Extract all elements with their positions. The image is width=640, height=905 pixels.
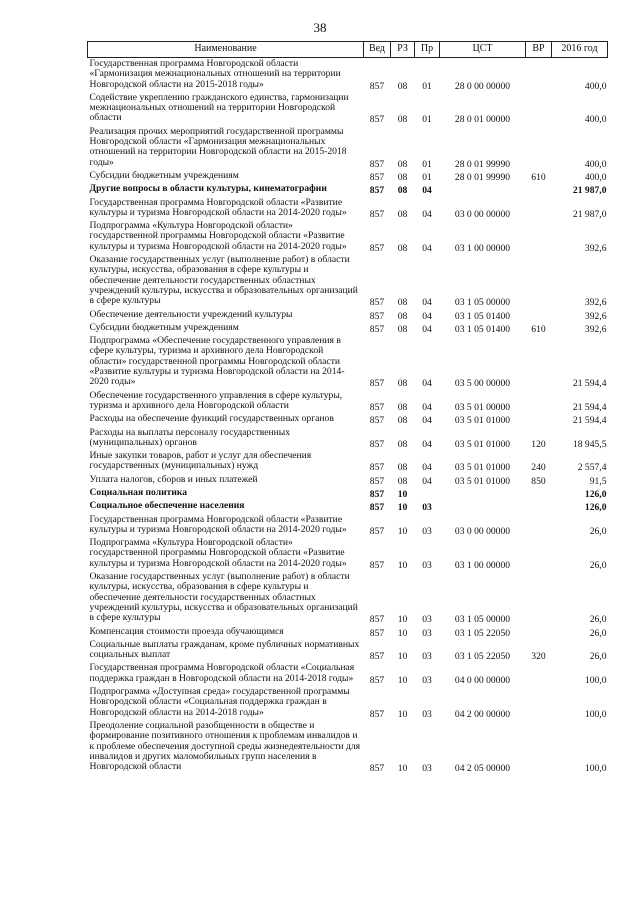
table-row <box>88 571 608 625</box>
cell-cst: 03 5 01 01000 <box>454 415 511 427</box>
cell-rz: 10 <box>397 559 408 571</box>
table-row <box>88 309 608 322</box>
cell-ved: 857 <box>369 158 385 170</box>
cell-name: Социальное обеспечение населения <box>89 500 245 512</box>
cell-rz: 08 <box>397 158 408 170</box>
cell-vr <box>526 183 552 196</box>
cell-ved: 857 <box>369 401 385 413</box>
table-row <box>88 639 608 663</box>
cell-rz: 08 <box>397 297 408 309</box>
cell-sum: 21 594,4 <box>572 415 607 427</box>
cell-ved: 857 <box>369 462 385 474</box>
cell-name: Расходы на обеспечение функций государственных органов <box>89 413 334 425</box>
cell-rz: 08 <box>397 401 408 413</box>
cell-rz: 10 <box>397 525 408 537</box>
cell-pr: 04 <box>422 310 432 322</box>
cell-name: Государственная программа Новгородской области «Развитие культуры и туризма Новгородской области на 2014-2020 годы» <box>89 196 347 218</box>
cell-sum: 100,0 <box>584 763 607 775</box>
cell-cst: 03 5 01 00000 <box>454 401 511 413</box>
cell-cst: 03 1 05 22050 <box>454 651 511 663</box>
cell-sum: 26,0 <box>589 525 607 537</box>
cell-cst: 03 1 00 00000 <box>454 559 511 571</box>
cell-ved: 857 <box>369 323 385 335</box>
cell-rz: 08 <box>397 323 408 335</box>
cell-name: Реализация прочих мероприятий государственной программы Новгородской области «Гармонизация межнациональных отношений на территории Новгородской области на 2015-2018 годы» <box>89 125 347 168</box>
cell-cst: 03 1 00 00000 <box>454 242 511 254</box>
cell-ved: 857 <box>369 502 385 514</box>
cell-vr <box>526 626 552 639</box>
cell-ved: 857 <box>369 488 385 500</box>
table-row <box>88 514 608 538</box>
cell-sum: 392,6 <box>584 242 607 254</box>
cell-ved: 857 <box>369 185 385 197</box>
cell-pr: 04 <box>422 208 432 220</box>
cell-vr <box>526 58 552 92</box>
cell-cst: 04 2 05 00000 <box>454 763 511 775</box>
cell-cst: 04 0 00 00000 <box>454 674 511 686</box>
cell-sum: 400,0 <box>584 114 607 126</box>
cell-name: Оказание государственных услуг (выполнение работ) в области культуры, искусства, образования в сфере культуры и обеспечение деятельности государственных областных учреждений культуры, искусства и образовательных организаций в сфере культуры <box>89 254 358 307</box>
cell-pr: 04 <box>422 438 432 450</box>
cell-sum: 392,6 <box>584 297 607 309</box>
table-row <box>88 170 608 183</box>
cell-sum: 21 594,4 <box>572 401 607 413</box>
cell-ved: 857 <box>369 627 385 639</box>
cell-ved: 857 <box>369 438 385 450</box>
cell-name: Иные закупки товаров, работ и услуг для обеспечения государственных (муниципальных) нужд <box>89 450 312 472</box>
cell-cst <box>440 183 526 196</box>
cell-vr <box>526 720 552 774</box>
cell-pr: 04 <box>422 462 432 474</box>
cell-vr <box>526 487 552 500</box>
cell-ved: 857 <box>369 763 385 775</box>
cell-vr: 320 <box>531 651 546 663</box>
cell-vr <box>526 390 552 414</box>
cell-sum: 21 987,0 <box>572 185 607 197</box>
cell-ved: 857 <box>369 415 385 427</box>
cell-sum: 18 945,5 <box>572 438 607 450</box>
table-row <box>88 427 608 451</box>
cell-vr <box>526 413 552 426</box>
cell-vr: 850 <box>531 475 546 487</box>
cell-vr <box>526 335 552 389</box>
cell-cst: 04 2 00 00000 <box>454 708 511 720</box>
table-row <box>88 220 608 254</box>
cell-pr: 03 <box>422 651 432 663</box>
cell-cst: 03 5 01 01000 <box>454 438 511 450</box>
cell-pr: 03 <box>422 674 432 686</box>
cell-ved: 857 <box>369 378 385 390</box>
page-number: 38 <box>313 20 327 35</box>
header-cst: ЦСТ <box>440 42 526 58</box>
cell-pr: 01 <box>422 171 432 183</box>
cell-vr <box>526 571 552 625</box>
table-row <box>88 413 608 426</box>
cell-vr <box>526 537 552 571</box>
cell-sum: 400,0 <box>584 158 607 170</box>
table-row <box>88 474 608 487</box>
cell-pr: 03 <box>422 627 432 639</box>
cell-name: Субсидии бюджетным учреждениям <box>89 169 239 181</box>
cell-cst: 28 0 00 00000 <box>454 80 511 92</box>
cell-rz: 08 <box>397 310 408 322</box>
header-pr: Пр <box>415 42 440 58</box>
cell-sum: 100,0 <box>584 708 607 720</box>
cell-sum: 26,0 <box>589 651 607 663</box>
cell-pr: 03 <box>422 525 432 537</box>
cell-sum: 21 987,0 <box>572 208 607 220</box>
table-row <box>88 487 608 500</box>
cell-vr <box>526 126 552 170</box>
cell-ved: 857 <box>369 208 385 220</box>
cell-sum: 21 594,4 <box>572 378 607 390</box>
table-row <box>88 450 608 474</box>
cell-pr: 01 <box>422 158 432 170</box>
cell-pr: 03 <box>422 559 432 571</box>
cell-name: Подпрограмма «Культура Новгородской области» государственной программы Новгородской области «Развитие культуры и туризма Новгородской области на 2014-2020 годы» <box>89 220 347 252</box>
cell-pr: 01 <box>422 114 432 126</box>
table-row <box>88 390 608 414</box>
budget-table <box>87 41 608 774</box>
table-row <box>88 686 608 720</box>
cell-ved: 857 <box>369 310 385 322</box>
cell-name: Подпрограмма «Доступная среда» государственной программы Новгородской области «Социальная поддержка граждан в Новгородской области на 2014-2018 годы» <box>89 686 350 718</box>
cell-cst: 03 1 05 22050 <box>454 627 511 639</box>
cell-cst <box>440 487 526 500</box>
table-row <box>88 58 608 92</box>
cell-rz: 08 <box>397 415 408 427</box>
table-body <box>88 58 608 775</box>
cell-rz: 10 <box>397 674 408 686</box>
table-row <box>88 335 608 389</box>
cell-cst: 03 5 01 01000 <box>454 475 511 487</box>
cell-pr <box>415 487 440 500</box>
cell-name: Социальные выплаты гражданам, кроме публичных нормативных социальных выплат <box>89 638 360 661</box>
header-vr: ВР <box>526 42 552 58</box>
cell-sum: 26,0 <box>589 627 607 639</box>
cell-name: Субсидии бюджетным учреждениям <box>89 321 239 333</box>
cell-name: Компенсация стоимости проезда обучающимся <box>89 625 284 637</box>
table-row <box>88 720 608 774</box>
cell-sum: 2 557,4 <box>577 462 607 474</box>
table-row <box>88 322 608 335</box>
cell-vr: 120 <box>531 438 546 450</box>
header-name: Наименование <box>88 42 364 58</box>
cell-name: Уплата налогов, сборов и иных платежей <box>89 473 258 485</box>
cell-sum: 26,0 <box>589 559 607 571</box>
cell-rz: 08 <box>397 80 408 92</box>
header-rz: РЗ <box>391 42 415 58</box>
table-row <box>88 662 608 686</box>
cell-name: Обеспечение деятельности учреждений культуры <box>89 308 293 320</box>
cell-ved: 857 <box>369 559 385 571</box>
cell-cst <box>440 500 526 513</box>
cell-rz: 10 <box>397 488 408 500</box>
cell-cst: 03 5 00 00000 <box>454 378 511 390</box>
cell-rz: 10 <box>397 614 408 626</box>
cell-vr: 610 <box>531 171 546 183</box>
cell-ved: 857 <box>369 674 385 686</box>
table-row <box>88 126 608 170</box>
cell-name: Содействие укреплению гражданского единства, гармонизации межнациональных отношений на территории Новгородской области <box>89 91 349 124</box>
cell-vr <box>526 92 552 126</box>
cell-pr: 04 <box>422 185 432 197</box>
cell-name: Подпрограмма «Обеспечение государственного управления в сфере культуры, туризма и архивного дела Новгородской области» государственной программы Новгородской области «Развитие культуры и туризма Новгородской области на 2014-2020 годы» <box>89 335 345 388</box>
cell-vr <box>526 662 552 686</box>
cell-pr: 04 <box>422 323 432 335</box>
cell-rz: 08 <box>397 438 408 450</box>
cell-vr <box>526 309 552 322</box>
table-header-row <box>88 42 608 58</box>
cell-ved: 857 <box>369 614 385 626</box>
cell-pr: 04 <box>422 242 432 254</box>
cell-pr: 03 <box>422 502 432 514</box>
cell-vr <box>526 220 552 254</box>
cell-name: Государственная программа Новгородской области «Развитие культуры и туризма Новгородской области на 2014-2020 годы» <box>89 513 347 535</box>
cell-name: Обеспечение государственного управления в сфере культуры, туризма и архивного дела Новгородской области <box>89 389 343 411</box>
cell-pr: 01 <box>422 80 432 92</box>
cell-vr <box>526 197 552 221</box>
cell-rz: 10 <box>397 763 408 775</box>
table-row <box>88 92 608 126</box>
cell-name: Государственная программа Новгородской области «Социальная поддержка граждан в Новгородской области на 2014-2018 годы» <box>89 662 355 684</box>
cell-sum: 126,0 <box>584 502 607 514</box>
cell-rz: 10 <box>397 502 408 514</box>
cell-sum: 100,0 <box>584 674 607 686</box>
cell-pr: 03 <box>422 763 432 775</box>
cell-ved: 857 <box>369 651 385 663</box>
header-sum: 2016 год <box>552 42 608 58</box>
cell-name: Другие вопросы в области культуры, кинематографии <box>89 183 327 195</box>
cell-sum: 26,0 <box>589 614 607 626</box>
cell-pr: 03 <box>422 708 432 720</box>
table-row <box>88 500 608 513</box>
cell-ved: 857 <box>369 525 385 537</box>
cell-pr: 04 <box>422 401 432 413</box>
cell-ved: 857 <box>369 114 385 126</box>
cell-ved: 857 <box>369 297 385 309</box>
cell-vr <box>526 686 552 720</box>
cell-cst: 03 5 01 01000 <box>454 462 511 474</box>
table-row <box>88 254 608 308</box>
cell-vr <box>526 514 552 538</box>
cell-name: Преодоление социальной разобщенности в обществе и формирование позитивного отношения к проблемам инвалидов и к проблеме обеспечения доступной среды жизнедеятельности для инвалидов и других маломобильных групп населения в Новгородской области <box>89 719 361 773</box>
cell-cst: 28 0 01 00000 <box>454 114 511 126</box>
cell-ved: 857 <box>369 80 385 92</box>
table-row <box>88 183 608 196</box>
cell-cst: 03 1 05 00000 <box>454 297 511 309</box>
cell-rz: 08 <box>397 171 408 183</box>
cell-cst: 03 0 00 00000 <box>454 208 511 220</box>
cell-rz: 08 <box>397 378 408 390</box>
cell-name: Государственная программа Новгородской области «Гармонизация межнациональных отношений на территории Новгородской области на 2015-2018 годы» <box>89 58 341 90</box>
cell-rz: 08 <box>397 185 408 197</box>
cell-rz: 08 <box>397 462 408 474</box>
cell-vr <box>526 254 552 308</box>
cell-cst: 03 1 05 00000 <box>454 614 511 626</box>
cell-name: Оказание государственных услуг (выполнение работ) в области культуры, искусства, образования в сфере культуры и обеспечение деятельности государственных областных учреждений культуры, искусства и образовательных организаций в сфере культуры <box>89 571 358 624</box>
header-ved: Вед <box>364 42 391 58</box>
cell-rz: 08 <box>397 114 408 126</box>
cell-sum: 400,0 <box>584 171 607 183</box>
cell-pr: 04 <box>422 378 432 390</box>
cell-cst: 03 1 05 01400 <box>454 323 511 335</box>
cell-pr: 03 <box>422 614 432 626</box>
cell-sum: 400,0 <box>584 80 607 92</box>
table-row <box>88 197 608 221</box>
cell-pr: 04 <box>422 297 432 309</box>
cell-cst: 03 0 00 00000 <box>454 525 511 537</box>
cell-vr <box>526 500 552 513</box>
cell-cst: 28 0 01 99990 <box>454 158 511 170</box>
cell-cst: 28 0 01 99990 <box>454 171 511 183</box>
table-row <box>88 626 608 639</box>
cell-ved: 857 <box>369 708 385 720</box>
cell-pr: 04 <box>422 475 432 487</box>
cell-sum: 392,6 <box>584 310 607 322</box>
cell-ved: 857 <box>369 171 385 183</box>
cell-rz: 08 <box>397 208 408 220</box>
cell-vr: 240 <box>531 462 546 474</box>
cell-vr: 610 <box>531 323 546 335</box>
cell-ved: 857 <box>369 475 385 487</box>
cell-pr: 04 <box>422 415 432 427</box>
cell-name: Социальная политика <box>89 486 188 498</box>
cell-name: Расходы на выплаты персоналу государственных (муниципальных) органов <box>89 426 291 448</box>
cell-sum: 91,5 <box>589 475 607 487</box>
cell-rz: 10 <box>397 651 408 663</box>
cell-rz: 10 <box>397 627 408 639</box>
table-row <box>88 537 608 571</box>
cell-name: Подпрограмма «Культура Новгородской области» государственной программы Новгородской области «Развитие культуры и туризма Новгородской области на 2014-2020 годы» <box>89 537 347 569</box>
cell-rz: 08 <box>397 242 408 254</box>
cell-sum: 392,6 <box>584 323 607 335</box>
cell-sum: 126,0 <box>584 488 607 500</box>
cell-rz: 10 <box>397 708 408 720</box>
cell-ved: 857 <box>369 242 385 254</box>
cell-rz: 08 <box>397 475 408 487</box>
cell-cst: 03 1 05 01400 <box>454 310 511 322</box>
